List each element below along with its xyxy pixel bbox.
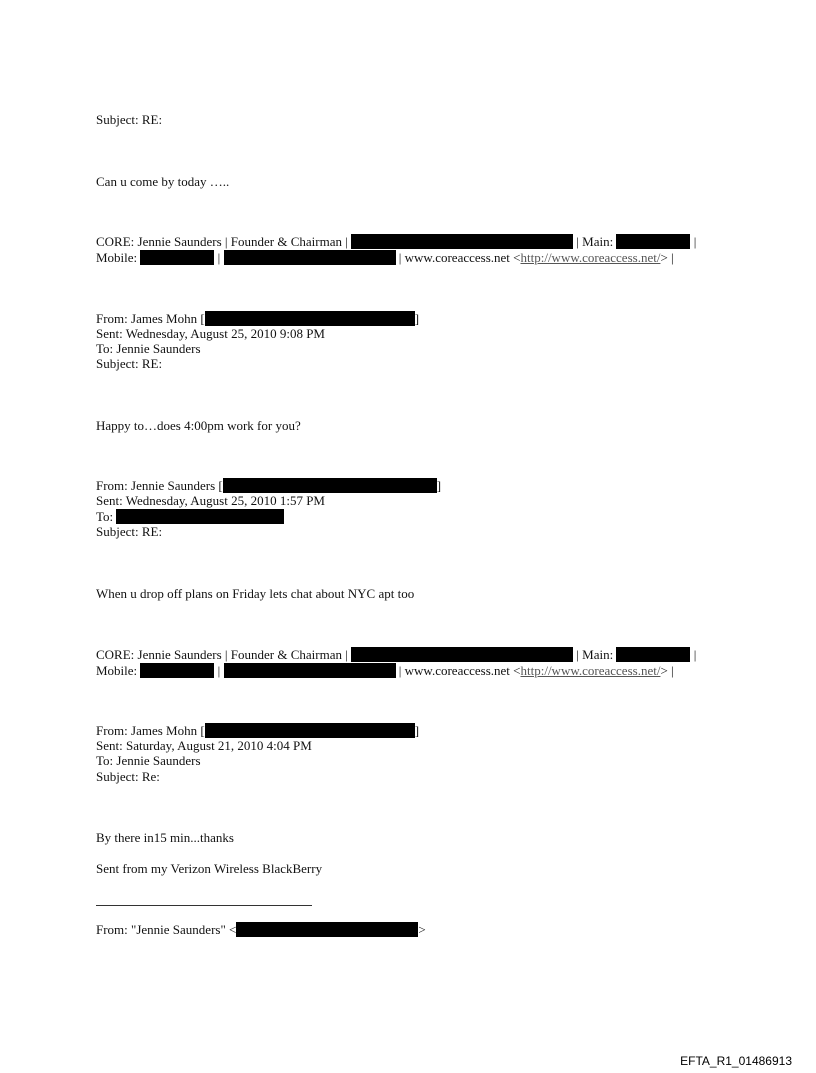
separator: |	[217, 663, 221, 678]
redaction-box	[236, 922, 418, 937]
message-body: By there in15 min...thanks	[96, 830, 234, 845]
redaction-box	[224, 250, 396, 265]
from-label: From: "Jennie Saunders" <	[96, 922, 237, 937]
separator: |	[693, 647, 697, 662]
from-label: From: James Mohn [	[96, 311, 205, 326]
signature-line-1	[96, 647, 696, 662]
message-body: Happy to…does 4:00pm work for you?	[96, 418, 301, 433]
to-line: To: Jennie Saunders	[96, 753, 201, 768]
sent-line: Sent: Saturday, August 21, 2010 4:04 PM	[96, 738, 312, 753]
redaction-box	[616, 647, 690, 662]
redaction-box	[140, 250, 214, 265]
mobile-label: Mobile:	[96, 663, 138, 678]
website-link[interactable]: http://www.coreaccess.net/	[520, 663, 661, 678]
from-label: From: James Mohn [	[96, 723, 205, 738]
subject-line: Subject: Re:	[96, 769, 160, 784]
from-line	[96, 311, 419, 326]
main-label: | Main:	[576, 234, 614, 249]
divider-line	[96, 905, 312, 906]
redaction-box	[351, 647, 573, 662]
main-label: | Main:	[576, 647, 614, 662]
mobile-label: Mobile:	[96, 250, 138, 265]
to-line: To: Jennie Saunders	[96, 341, 201, 356]
signature-line-1	[96, 234, 696, 249]
bracket: >	[418, 922, 426, 937]
redaction-box	[351, 234, 573, 249]
redaction-box	[224, 663, 396, 678]
redaction-box	[205, 311, 415, 326]
redaction-box	[223, 478, 437, 493]
from-line	[96, 723, 419, 738]
website-close: > |	[660, 663, 674, 678]
bracket: ]	[436, 478, 442, 493]
separator: |	[693, 234, 697, 249]
bracket: ]	[414, 723, 420, 738]
sent-line: Sent: Wednesday, August 25, 2010 1:57 PM	[96, 493, 325, 508]
website-close: > |	[660, 250, 674, 265]
signature-name: CORE: Jennie Saunders | Founder & Chairman |	[96, 234, 348, 249]
message-body: Can u come by today …..	[96, 174, 230, 189]
bracket: ]	[414, 311, 420, 326]
redaction-box	[205, 723, 415, 738]
to-line	[96, 509, 284, 524]
to-label: To:	[96, 509, 114, 524]
redaction-box	[116, 509, 284, 524]
sent-line: Sent: Wednesday, August 25, 2010 9:08 PM	[96, 326, 325, 341]
website-link[interactable]: http://www.coreaccess.net/	[520, 250, 661, 265]
signature-name: CORE: Jennie Saunders | Founder & Chairman |	[96, 647, 348, 662]
from-line	[96, 922, 426, 937]
document-id: EFTA_R1_01486913	[680, 1054, 792, 1068]
redaction-box	[616, 234, 690, 249]
redaction-box	[140, 663, 214, 678]
subject-line: Subject: RE:	[96, 524, 163, 539]
subject-line: Subject: RE:	[96, 356, 163, 371]
subject-line: Subject: RE:	[96, 112, 163, 127]
website-text: | www.coreaccess.net <	[398, 250, 521, 265]
message-body: When u drop off plans on Friday lets chat about NYC apt too	[96, 586, 415, 601]
from-line	[96, 478, 441, 493]
from-label: From: Jennie Saunders [	[96, 478, 223, 493]
separator: |	[217, 250, 221, 265]
website-text: | www.coreaccess.net <	[398, 663, 521, 678]
device-signature: Sent from my Verizon Wireless BlackBerry	[96, 861, 323, 876]
signature-line-2	[96, 250, 674, 265]
signature-line-2	[96, 663, 674, 678]
